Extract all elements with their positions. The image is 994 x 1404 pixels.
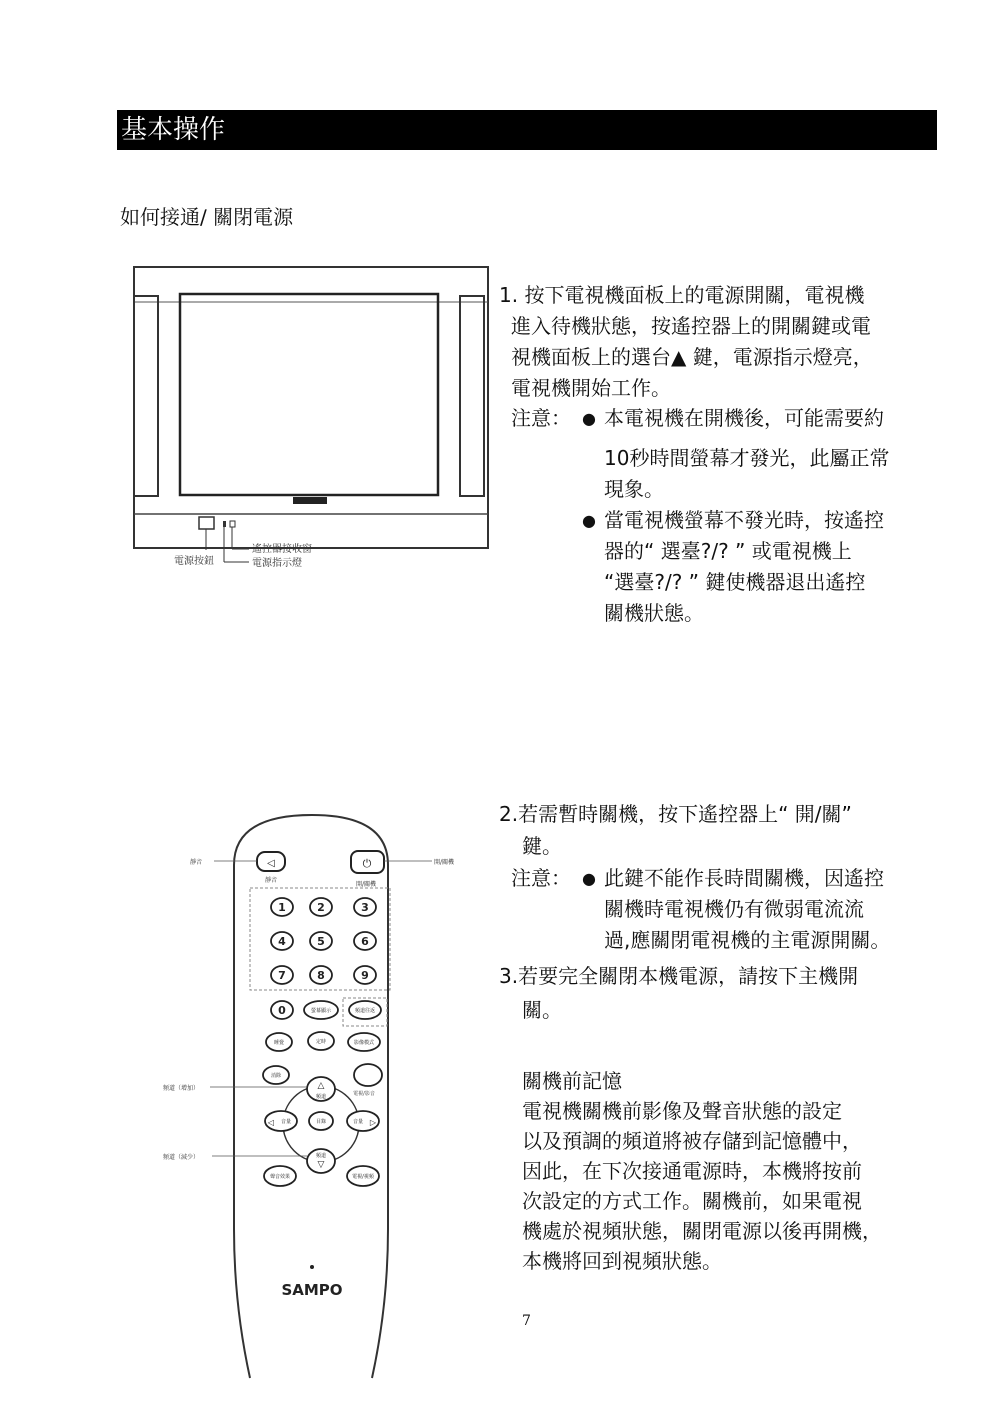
- remote-power-caption: 開/關機: [355, 881, 377, 888]
- step1-line-1: 1. 按下電視機面板上的電源開關，電視機: [499, 283, 865, 307]
- step2-note-label: 注意：: [511, 866, 571, 890]
- remote-mute-caption: 靜音: [264, 877, 278, 884]
- tv-label-power-indicator: 電源指示燈: [252, 558, 302, 569]
- step2-line-1: 2.若需暫時關機，按下遙控器上“ 開/關”: [499, 802, 852, 826]
- step1-bullet2-line-1: 當電視機螢幕不發光時，按遙控: [604, 508, 884, 532]
- step3-line-2: 關。: [522, 998, 562, 1022]
- remote-picture-mode-label: 影像模式: [353, 1040, 375, 1046]
- mute-icon: ◁: [267, 858, 275, 869]
- section-title-bar: [117, 110, 937, 150]
- remote-sound-effect-label: 聲音效果: [269, 1174, 291, 1180]
- sub-heading: 如何接通∕ 關閉電源: [120, 205, 294, 229]
- remote-digit-0-label: 0: [278, 1004, 286, 1017]
- remote-label-ch-down: 頻道（減少）: [163, 1154, 200, 1161]
- remote-ch-up-label: 頻道: [315, 1094, 327, 1100]
- remote-ch-recall-label: 頻道往返: [354, 1008, 376, 1014]
- bullet-icon: ●: [582, 869, 596, 888]
- bullet-icon: ●: [582, 511, 596, 530]
- tv-power-button: [199, 517, 214, 529]
- step1-bullet1-line-2: 10秒時間螢幕才發光，此屬正常: [604, 446, 890, 470]
- remote-tv-av-caption: 電視/影音: [353, 1091, 375, 1097]
- tv-remote-receiver: [230, 521, 235, 527]
- step2-bullet1-line-2: 關機時電視機仍有微弱電流流: [604, 897, 864, 921]
- remote-digit-5-label: 5: [317, 935, 325, 948]
- tv-right-speaker: [460, 296, 484, 496]
- remote-tv-av-button: [354, 1064, 382, 1086]
- step1-note-label: 注意：: [511, 406, 571, 430]
- remote-digit-2-label: 2: [317, 901, 325, 914]
- step1-bullet1-line-3: 現象。: [604, 477, 664, 501]
- remote-vol-up-label: 音量: [352, 1119, 364, 1125]
- step1-bullet2-line-3: “選臺?/? ” 鍵使機器退出遙控: [604, 570, 866, 594]
- remote-digit-8-label: 8: [317, 969, 325, 982]
- tv-label-remote-receiver: 遙控器接收窗: [252, 544, 312, 555]
- arrow-down-icon: ▽: [317, 1160, 325, 1170]
- step1-bullet2-line-2: 器的“ 選臺?/? ” 或電視機上: [604, 539, 852, 563]
- step2-bullet1-line-1: 此鍵不能作長時間關機，因遙控: [604, 866, 884, 890]
- remote-digit-7-label: 7: [278, 969, 286, 982]
- step2-bullet1-line-3: 過,應關閉電視機的主電源開關。: [604, 928, 891, 952]
- remote-label-mute: 靜音: [190, 859, 203, 866]
- memory-heading: 關機前記憶: [522, 1069, 622, 1093]
- remote-digit-4-label: 4: [278, 935, 286, 948]
- remote-display-label: 螢幕顯示: [310, 1008, 332, 1014]
- remote-diagram: [150, 805, 480, 1385]
- memory-line-2: 以及預調的頻道將被存儲到記憶體中，: [522, 1129, 862, 1153]
- memory-line-6: 本機將回到視頻狀態。: [522, 1249, 722, 1273]
- remote-digit-9-label: 9: [361, 969, 369, 982]
- tv-diagram: [130, 264, 490, 584]
- remote-label-power: 開/關機: [434, 859, 455, 866]
- remote-brand-logo: SAMPO: [281, 1281, 343, 1299]
- section-title: 基本操作: [121, 115, 226, 145]
- remote-menu-label: 目錄: [315, 1119, 327, 1125]
- tv-label-power-button: 電源按鈕: [174, 556, 214, 567]
- remote-digit-3-label: 3: [361, 901, 369, 914]
- arrow-up-icon: △: [317, 1081, 325, 1091]
- remote-label-ch-up: 頻道（增加）: [163, 1085, 200, 1092]
- tv-left-speaker: [134, 296, 158, 496]
- tv-frame: [134, 267, 488, 548]
- tv-power-indicator: [223, 521, 226, 527]
- power-icon: ⏻: [362, 857, 372, 870]
- memory-line-1: 電視機關機前影像及聲音狀態的設定: [522, 1099, 842, 1123]
- step2-line-2: 鍵。: [522, 834, 562, 858]
- step1-bullet1-line-1: 本電視機在開機後，可能需要約: [604, 406, 884, 430]
- step3-line-1: 3.若要完全關閉本機電源，請按下主機開: [499, 964, 859, 988]
- page-number: 7: [522, 1313, 531, 1329]
- memory-line-4: 次設定的方式工作。關機前，如果電視: [522, 1189, 862, 1213]
- remote-tv-video-label: 電視/視頻: [352, 1174, 374, 1180]
- step1-line-4: 電視機開始工作。: [511, 376, 671, 400]
- remote-vol-down-label: 音量: [280, 1119, 292, 1125]
- remote-ch-down-label: 頻道: [315, 1153, 327, 1159]
- arrow-right-icon: ▷: [369, 1118, 377, 1127]
- remote-digit-1-label: 1: [278, 901, 286, 914]
- remote-sleep-label: 睡覺: [273, 1040, 285, 1046]
- bullet-icon: ●: [582, 409, 596, 428]
- remote-digit-6-label: 6: [361, 935, 369, 948]
- remote-timer-label: 定時: [315, 1039, 327, 1045]
- step1-line-3: 視機面板上的選台▲ 鍵，電源指示燈亮，: [511, 345, 873, 369]
- remote-clear-label: 消除: [270, 1073, 282, 1079]
- step1-bullet2-line-4: 關機狀態。: [604, 601, 704, 625]
- tv-screen: [180, 294, 438, 495]
- step1-line-2: 進入待機狀態，按遙控器上的開關鍵或電: [511, 314, 871, 338]
- memory-line-3: 因此，在下次接通電源時，本機將按前: [522, 1159, 862, 1183]
- memory-line-5: 機處於視頻狀態，關閉電源以後再開機，: [522, 1219, 882, 1243]
- arrow-left-icon: ◁: [267, 1118, 275, 1127]
- tv-brand-logo: [293, 497, 327, 504]
